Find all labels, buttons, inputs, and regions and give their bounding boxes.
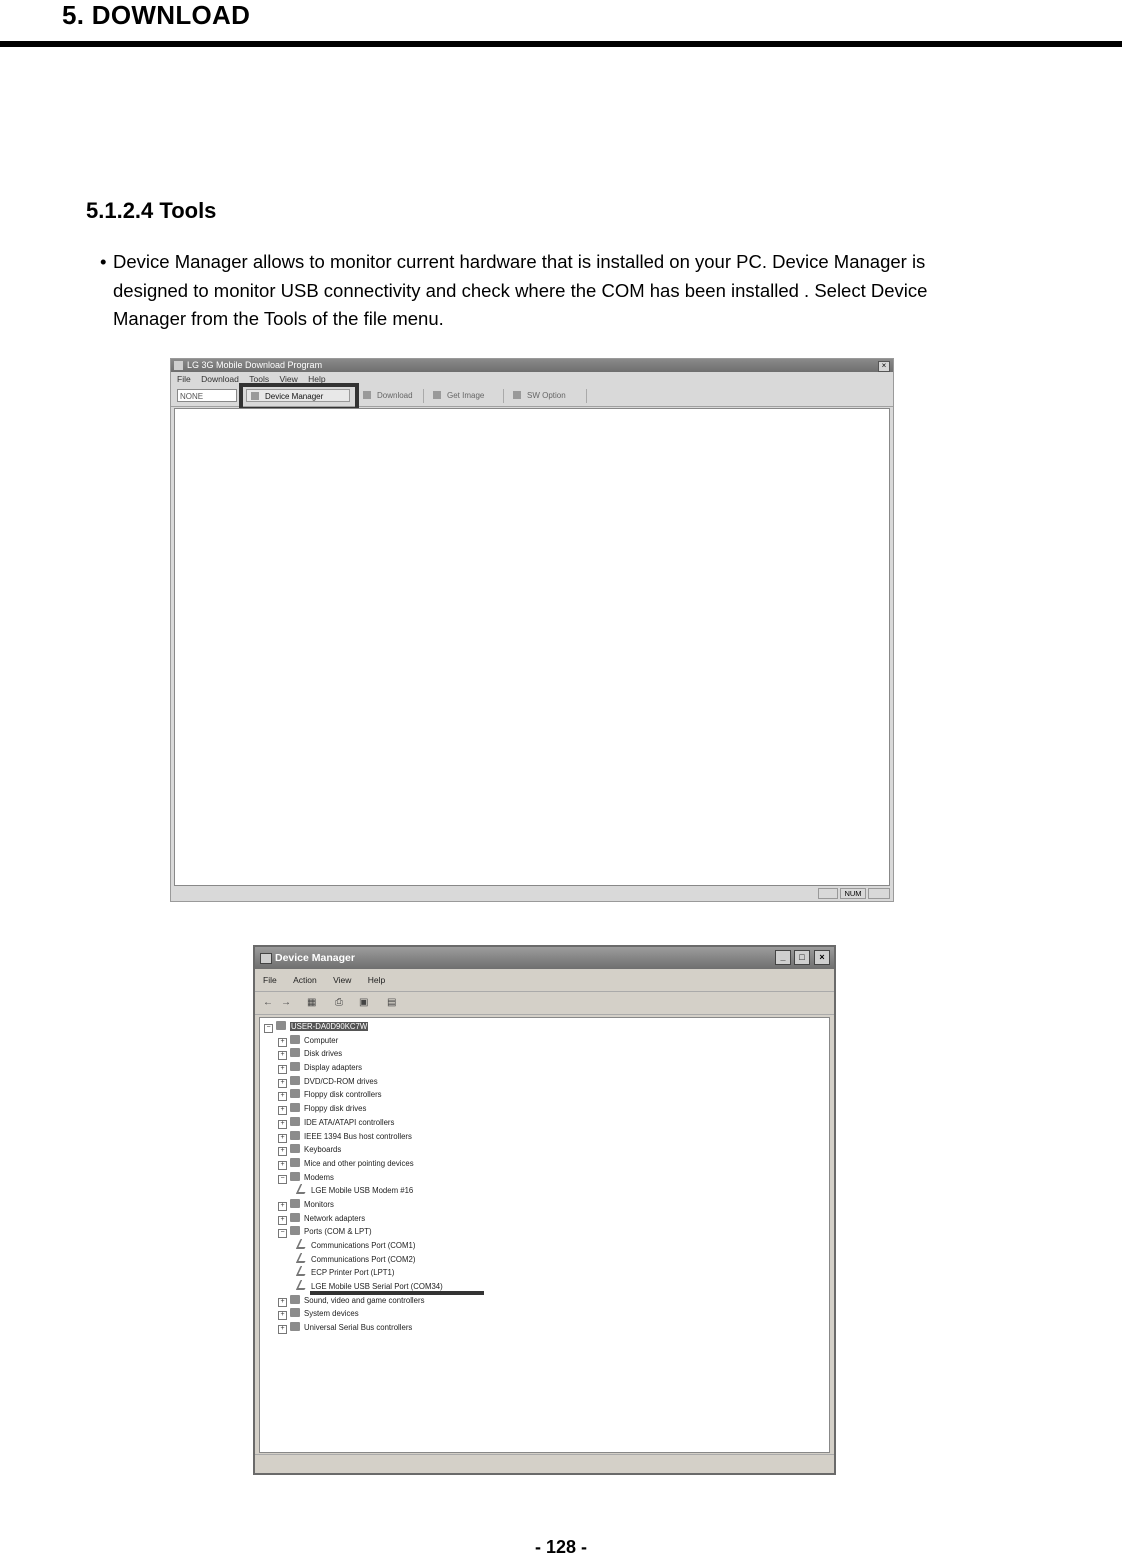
- chapter-title: 5. DOWNLOAD: [62, 0, 251, 30]
- expand-icon[interactable]: +: [278, 1051, 287, 1060]
- tree-label: Mice and other pointing devices: [304, 1158, 414, 1168]
- expand-icon[interactable]: +: [278, 1161, 287, 1170]
- device-tree: [264, 1020, 443, 1335]
- menu-file[interactable]: File: [263, 975, 277, 985]
- tree-label: System devices: [304, 1309, 359, 1319]
- device-category-icon: [290, 1117, 300, 1126]
- device-category-icon: [290, 1131, 300, 1140]
- device-category-icon: [290, 1089, 300, 1098]
- tree-device[interactable]: [264, 1253, 443, 1267]
- expand-icon[interactable]: +: [278, 1134, 287, 1143]
- port-icon: [296, 1280, 310, 1290]
- tree-category[interactable]: [264, 1143, 443, 1157]
- bullet-dot: •: [100, 251, 107, 272]
- show-hide-tree-icon[interactable]: ▦: [307, 997, 317, 1008]
- device-manager-app-icon: [260, 953, 272, 964]
- get-image-button[interactable]: [433, 389, 484, 402]
- collapse-icon[interactable]: −: [264, 1024, 273, 1033]
- device-category-icon: [290, 1213, 300, 1222]
- tree-label: Communications Port (COM2): [311, 1254, 416, 1264]
- minimize-icon[interactable]: _: [775, 950, 791, 965]
- s2-menu-bar: [255, 973, 834, 987]
- section-title: 5.1.2.4 Tools: [86, 198, 217, 223]
- device-category-icon: [290, 1308, 300, 1317]
- close-icon[interactable]: ×: [814, 950, 830, 965]
- expand-icon[interactable]: +: [278, 1106, 287, 1115]
- menu-view[interactable]: View: [333, 975, 352, 985]
- menu-download[interactable]: Download: [201, 374, 239, 384]
- collapse-icon[interactable]: −: [278, 1175, 287, 1184]
- sw-option-icon: [513, 391, 521, 399]
- tree-root-computer[interactable]: [264, 1020, 443, 1034]
- tree-label: Floppy disk controllers: [304, 1090, 382, 1100]
- properties-icon[interactable]: ▣: [359, 997, 369, 1008]
- bullet-line-2: designed to monitor USB connectivity and check where the COM has been installed . Select Device: [113, 279, 928, 301]
- device-category-icon: [290, 1199, 300, 1208]
- tree-label: Computer: [304, 1035, 339, 1045]
- collapse-icon[interactable]: −: [278, 1229, 287, 1238]
- s2-window-title: Device Manager: [275, 952, 355, 964]
- port-icon: [296, 1239, 310, 1249]
- print-icon[interactable]: ⎙: [335, 997, 343, 1008]
- s2-title-bar: [255, 947, 834, 969]
- sw-option-label: SW Option: [527, 391, 566, 400]
- tree-category[interactable]: [264, 1212, 443, 1226]
- tree-label: Network adapters: [304, 1213, 366, 1223]
- download-program-screenshot: [170, 358, 894, 902]
- tree-label: USER-DA0D90KC7W: [291, 1022, 368, 1031]
- device-category-icon: [290, 1076, 300, 1085]
- close-icon[interactable]: ×: [878, 361, 890, 372]
- page-number: - 128 -: [534, 1537, 588, 1557]
- expand-icon[interactable]: +: [278, 1038, 287, 1047]
- device-category-icon: [290, 1226, 300, 1235]
- menu-file[interactable]: File: [177, 374, 191, 384]
- device-category-icon: [290, 1103, 300, 1112]
- tree-label: IEEE 1394 Bus host controllers: [304, 1131, 412, 1141]
- tree-label: Keyboards: [304, 1145, 342, 1155]
- expand-icon[interactable]: +: [278, 1311, 287, 1320]
- tree-category[interactable]: [264, 1088, 443, 1102]
- tree-label: Disk drives: [304, 1049, 343, 1059]
- download-label: Download: [377, 391, 413, 400]
- device-category-icon: [290, 1144, 300, 1153]
- device-category-icon: [290, 1048, 300, 1057]
- port-icon: [296, 1266, 310, 1276]
- device-category-icon: [290, 1062, 300, 1071]
- menu-help[interactable]: Help: [367, 975, 386, 985]
- device-category-icon: [290, 1295, 300, 1304]
- tree-category[interactable]: [264, 1075, 443, 1089]
- s1-client-area: [174, 408, 890, 886]
- tree-category[interactable]: [264, 1321, 443, 1335]
- tree-label: Floppy disk drives: [304, 1104, 367, 1114]
- device-manager-highlight: [239, 383, 359, 411]
- tree-device[interactable]: [264, 1266, 443, 1280]
- device-category-icon: [290, 1322, 300, 1331]
- forward-icon[interactable]: →: [281, 997, 291, 1008]
- tree-label: Universal Serial Bus controllers: [304, 1323, 413, 1333]
- s1-window-title: LG 3G Mobile Download Program: [187, 360, 323, 370]
- tree-category[interactable]: [264, 1225, 443, 1239]
- tree-category[interactable]: [264, 1061, 443, 1075]
- toolbar-divider: [586, 389, 587, 403]
- tree-category[interactable]: [264, 1034, 443, 1048]
- tree-label: LGE Mobile USB Modem #16: [311, 1186, 414, 1196]
- expand-icon[interactable]: +: [278, 1202, 287, 1211]
- tree-category[interactable]: [264, 1157, 443, 1171]
- bullet-line-1: Device Manager allows to monitor current hardware that is installed on your PC. Device Manager is: [113, 251, 926, 272]
- get-image-label: Get Image: [447, 391, 485, 400]
- status-num: NUM: [840, 888, 866, 899]
- bullet-paragraph: [100, 248, 1060, 334]
- port-icon: [296, 1253, 310, 1263]
- device-category-icon: [290, 1158, 300, 1167]
- expand-icon[interactable]: +: [278, 1065, 287, 1074]
- tree-label: LGE Mobile USB Serial Port (COM34): [311, 1282, 443, 1292]
- status-panel: [868, 888, 890, 899]
- menu-view[interactable]: View: [279, 374, 298, 384]
- tree-label: Modems: [304, 1172, 334, 1182]
- tree-label: Sound, video and game controllers: [304, 1295, 425, 1305]
- device-manager-label: Device Manager: [265, 392, 324, 401]
- tree-device[interactable]: [264, 1184, 443, 1198]
- com-port-underline: [310, 1291, 484, 1295]
- tree-category[interactable]: [264, 1171, 443, 1185]
- device-manager-screenshot: [253, 945, 836, 1475]
- port-icon: [296, 1184, 310, 1194]
- computer-icon: [276, 1021, 286, 1030]
- port-combo[interactable]: NONE: [177, 389, 237, 402]
- expand-icon[interactable]: +: [278, 1120, 287, 1129]
- tree-label: Monitors: [304, 1199, 334, 1209]
- device-category-icon: [290, 1172, 300, 1181]
- tree-device[interactable]: [264, 1239, 443, 1253]
- tree-category[interactable]: [264, 1294, 443, 1308]
- tree-category[interactable]: [264, 1116, 443, 1130]
- expand-icon[interactable]: +: [278, 1147, 287, 1156]
- download-icon: [363, 391, 371, 399]
- tree-category[interactable]: [264, 1307, 443, 1321]
- menu-help[interactable]: Help: [308, 374, 326, 384]
- tree-label: ECP Printer Port (LPT1): [311, 1268, 395, 1278]
- header-rule: [0, 41, 1122, 47]
- bullet-line-3: Manager from the Tools of the file menu.: [113, 308, 444, 329]
- back-icon[interactable]: ←: [263, 997, 273, 1008]
- expand-icon[interactable]: +: [278, 1325, 287, 1334]
- tree-category[interactable]: [264, 1102, 443, 1116]
- tree-label: Display adapters: [304, 1063, 363, 1073]
- expand-icon[interactable]: +: [278, 1298, 287, 1307]
- tree-label: IDE ATA/ATAPI controllers: [304, 1117, 395, 1127]
- tree-category[interactable]: [264, 1047, 443, 1061]
- help-icon[interactable]: ▤: [387, 997, 397, 1008]
- tree-label: Communications Port (COM1): [311, 1241, 416, 1250]
- s1-title-bar: [171, 359, 893, 372]
- toolbar-divider: [503, 389, 504, 403]
- tree-label: DVD/CD-ROM drives: [304, 1076, 378, 1086]
- status-panel: [818, 888, 838, 899]
- s1-status-bar: [171, 886, 893, 901]
- app-icon: [174, 361, 183, 370]
- s2-status-bar: [255, 1454, 834, 1473]
- menu-tools[interactable]: Tools: [249, 374, 270, 384]
- device-category-icon: [290, 1035, 300, 1044]
- download-button[interactable]: [363, 389, 413, 402]
- get-image-icon: [433, 391, 441, 399]
- maximize-icon[interactable]: □: [794, 950, 810, 965]
- toolbar-divider: [423, 389, 424, 403]
- s2-toolbar: [255, 991, 834, 1015]
- tree-category[interactable]: [264, 1130, 443, 1144]
- expand-icon[interactable]: +: [278, 1216, 287, 1225]
- expand-icon[interactable]: +: [278, 1092, 287, 1101]
- device-tree-pane: [259, 1017, 830, 1453]
- sw-option-button[interactable]: [513, 389, 566, 402]
- expand-icon[interactable]: +: [278, 1079, 287, 1088]
- tree-category[interactable]: [264, 1198, 443, 1212]
- tree-label: Ports (COM & LPT): [304, 1227, 372, 1237]
- menu-action[interactable]: Action: [293, 975, 317, 985]
